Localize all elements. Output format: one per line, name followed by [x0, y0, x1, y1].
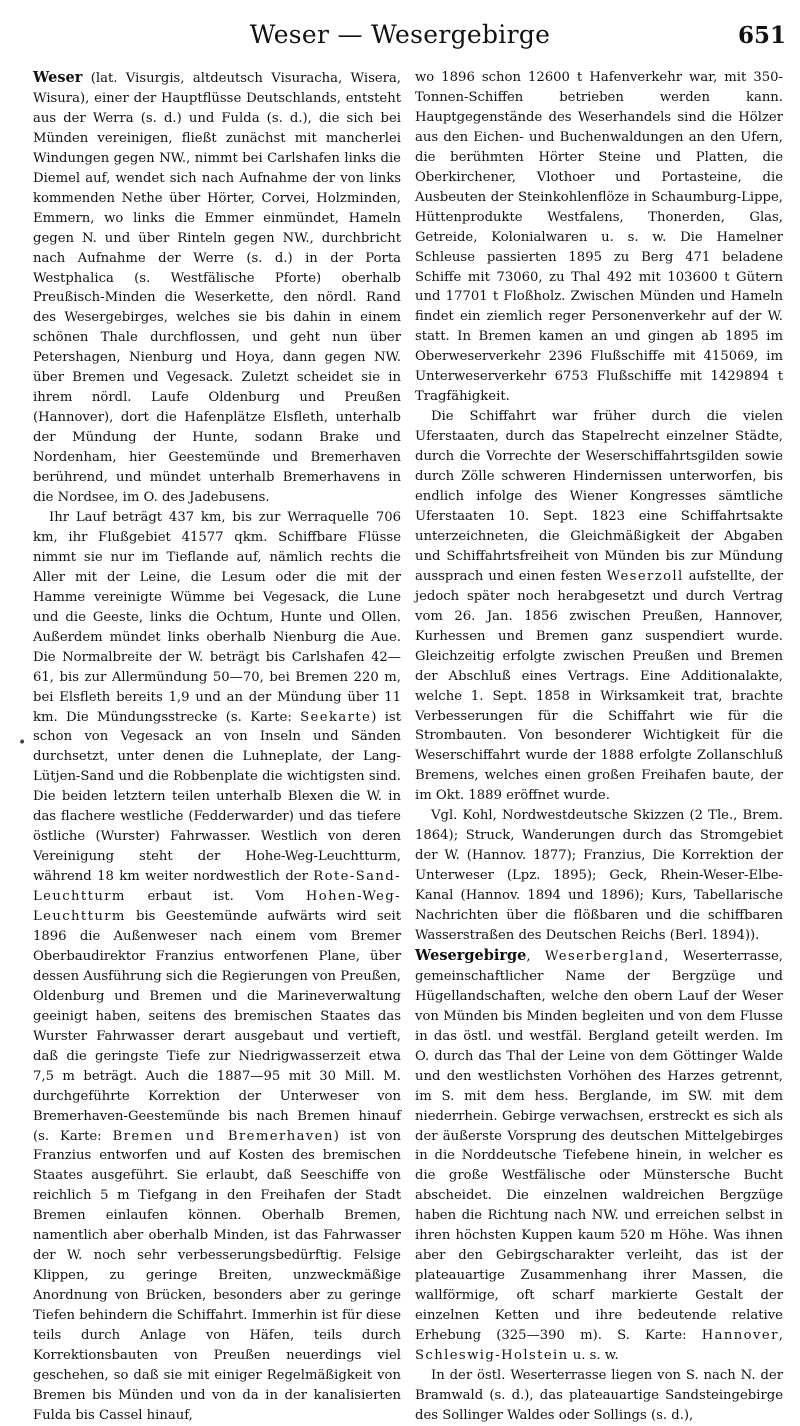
paragraph-continuation: wo 1896 schon 12600 t Hafenverkehr war, mit 350-Tonnen-Schiffen betrieben werden kann. Hauptgegenstände des Weserhandels sind die Hölzer aus den Eichen- und Buchenwaldungen an den Ufern, die berühmten Hörter Steine und Platten, die Oberkirchener, Vlothoer und Portasteine, die Ausbeuten der Steinkohlenflöze in Schaumburg-Lippe, Hüttenprodukte Westfalens, Thonerden, Glas, Getreide, Kolonialwaren u. s. w. Die Hamelner Schleuse passierten 1895 zu Berg 471 beladene Schiffe mit 73060, zu Thal 492 mit 103600 t Gütern und 17701 t Floßholz. Zwischen Münden und Hameln findet ein ziemlich reger Personenverkehr auf der W. statt. In Bremen kamen an und gingen ab 1895 im Oberweserverkehr 2396 Flußschiffe mit 415069, im Unterweserverkehr 6753 Flußschiffe mit 1429894 t Tragfähigkeit.: [415, 70, 783, 405]
paragraph-shipping: [415, 407, 783, 806]
page-number: 651: [737, 22, 786, 49]
headword-weser: Weser: [33, 69, 83, 86]
entry-weser-text: (lat. Visurgis, altdeutsch Visuracha, Wisera, Wisura), einer der Hauptflüsse Deutschlands, entsteht aus der Werra (s. d.) und Fulda (s. d.), die sich bei Münden vereinigen, fließt zunächst mit mancherlei Windungen gegen NW., nimmt bei Carlshafen links die Diemel auf, wendet sich nach Aufnahme der von links kommenden Nethe über Hörter, Corvei, Holzminden, Emmern, wo links die Emmer einmündet, Hameln gegen N. und über Rinteln gegen NW., durchbricht nach Aufnahme der Werre (s. d.) in der Porta Westphalica (s. Westfälische Pforte) oberhalb Preußisch-Minden die Weserkette, den nördl. Rand des Wesergebirges, welches sie bis dahin in einem schönen Thale durchflossen, und geht nun über Petershagen, Nienburg und Hoya, dann gegen NW. über Bremen und Vegesack. Zuletzt scheidet sie in ihrem nördl. Laufe Oldenburg und Preußen (Hannover), dort die Hafenplätze Elsfleth, unterhalb der Mündung der Hunte, sodann Brake und Nordenham, hier Geestemünde und Bremerhaven berührend, und mündet unterhalb Bremerhavens in die Nordsee, im O. des Jadebusens.: [33, 71, 401, 506]
running-title: Weser — Wesergebirge: [249, 20, 551, 49]
map-reference: Hannover: [701, 1328, 779, 1344]
entry-wesergebirge: [415, 946, 783, 1366]
paragraph-text: Ihr Lauf beträgt 437 km, bis zur Werraquelle 706 km, ihr Flußgebiet 41577 qkm. Schiffbare Flüsse nimmt sie nur im Tieflande auf, nämlich rechts die Aller mit der Leine, die Lesum oder die mit der Hamme vereinigte Wümme bei Vegesack, die Lune und die Geeste, links die Ochtum, Hunte und Ollen. Außerdem mündet links oberhalb Nienburg die Aue. Die Normalbreite der W. beträgt bis Carlshafen 42—61, bis zur Allermündung 50—70, bei Bremen 220 m, bei Elsfleth bereits 1,9 und an der Mündung über 11 km. Die Mündungsstrecke (s. Karte:: [33, 509, 401, 725]
paragraph-text: aufstellte, der jedoch später noch herabgesetzt und durch Vertrag vom 26. Jan. 1856 zwischen Preußen, Hannover, Kurhessen und Bremen ganz suspendiert wurde. Gleichzeitig erfolgte zwischen Preußen und Bremen der Abschluß eines Vertrags. Eine Additionalakte, welche 1. Sept. 1858 in Wirksamkeit trat, brachte Verbesserungen für die Schiffahrt wie für die Strombauten. Von besonderer Wichtigkeit für die Weserschiffahrt wurde der 1888 erfolgte Zollanschluß Bremens, welches einen großen Freihafen baute, der im Okt. 1889 eröffnet wurde.: [415, 568, 783, 804]
paragraph-text: ) ist von Franzius entworfen und auf Kosten des bremischen Staates ausgeführt. Sie erlaubt, daß Seeschiffe von reichlich 5 m Tiefgang in den Freihafen der Stadt Bremen einlaufen können. Oberhalb Bremen, namentlich aber oberhalb Minden, ist das Fahrwasser der W. noch sehr verbesserungsbedürftig. Felsige Klippen, zu geringe Breiten, unzweckmäßige Anordnung von Brücken, besonders aber zu geringe Tiefen behindern die Schiffahrt. Immerhin ist für diese teils durch Anlage von Häfen, teils durch Korrektionsbauten von Preußen neuerdings viel geschehen, so daß sie mit einiger Regelmäßigkeit von Bremen bis Münden und von da in der kanalisierten Fulda bis Cassel hinauf,: [33, 1128, 401, 1423]
text-columns: [33, 68, 783, 1423]
paragraph-text: erbaut ist. Vom: [125, 889, 306, 905]
spaced-term: Weserzoll: [606, 568, 684, 584]
paragraph-course: [33, 508, 401, 1426]
spaced-term: Weserbergland: [544, 948, 665, 964]
paragraph-east-terrace: In der östl. Weserterrasse liegen von S. nach N. der Bramwald (s. d.), das plateauartige Sandsteingebirge des Sollinger Waldes oder Sollings (s. d.),: [415, 1367, 783, 1423]
paragraph-text: ,: [778, 1328, 783, 1344]
margin-mark: •: [18, 735, 27, 751]
entry-weser: [33, 68, 401, 508]
paragraph-text: ) ist schon von Vegesack an von Inseln und Sänden durchsetzt, unter denen die Luhneplate, der Lang-Lütjen-Sand und die Robbenplate die wichtigsten sind. Die beiden letztern teilen unterhalb Blexen die W. in das flachere westliche (Fedderwarder) und das tiefere östliche (Wurster) Fahrwasser. Westlich von deren Vereinigung steht der Hohe-Weg-Leuchtturm, während 18 km weiter nordwestlich der: [33, 709, 401, 885]
page-header: [0, 18, 800, 58]
left-column: [33, 68, 401, 1423]
map-reference: Schleswig-Holstein: [415, 1348, 569, 1363]
map-reference: Bremen und Bremerhaven: [112, 1128, 334, 1144]
paragraph-text: Die Schiffahrt war früher durch die vielen Uferstaaten, durch das Stapelrecht einzelner Städte, durch die Vorrechte der Weserschiffahrtsgilden sowie durch Zölle schweren Hindernissen unterworfen, bis endlich infolge des Wiener Kongresses sämtliche Uferstaaten 10. Sept. 1823 eine Schiffahrtsakte unterzeichneten, die Gleichmäßigkeit der Abgaben und Schiffahrtsfreiheit von Münden bis zur Mündung aussprach und einen festen: [415, 409, 783, 584]
map-reference: Seekarte: [300, 709, 372, 725]
paragraph-text: bis Geestemünde aufwärts wird seit 1896 die Außenweser nach einem vom Bremer Oberbaudirektor Franzius entworfenen Plane, über dessen Ausführung sich die Regierungen von Preußen, Oldenburg und Bremen und die Marineverwaltung geeinigt haben, seitens des bremischen Staates das Wurster Fahrwasser derart ausgebaut und vertieft, daß die geringste Tiefe zur Niedrigwasserzeit etwa 7,5 m beträgt. Auch die 1887—95 mit 30 Mill. M. durchgeführte Korrektion der Unterweser von Bremerhaven-Geestemünde bis nach Bremen hinauf (s. Karte:: [33, 909, 401, 1144]
paragraph-text: , Weserterrasse, gemeinschaftlicher Name der Bergzüge und Hügellandschaften, welche den obern Lauf der Weser von Münden bis Minden begleiten und von dem Flusse in das östl. und westfäl. Bergland geteilt werden. Im O. durch das Thal der Leine von dem Göttinger Walde und den westlichsten Vorhöhen des Harzes getrennt, im S. mit dem hess. Berglande, im SW. mit dem niederrhein. Gebirge verwachsen, erstreckt es sich als der äußerste Vorsprung des deutschen Mittelgebirges in die Norddeutsche Tiefebene hinein, in welcher es die große Westfälische oder Münstersche Bucht abscheidet. Die einzelnen waldreichen Bergzüge haben die Richtung nach NW. und erreichen selbst in ihren höchsten Kuppen kaum 520 m Höhe. Was ihnen aber den Gebirgscharakter verleiht, das ist der plateauartige Zusammenhang ihrer Massen, die wallförmige, oft scharf markierte Gestalt der einzelnen Ketten und ihre bedeutende relative Erhebung (325—390 m). S. Karte:: [415, 948, 783, 1344]
spaced-term: Rote-Sand-Leuchtturm: [33, 869, 401, 905]
paragraph-text: u. s. w.: [568, 1348, 619, 1363]
paragraph-text: ,: [526, 948, 545, 964]
right-column: [415, 68, 783, 1423]
headword-wesergebirge: Wesergebirge: [415, 946, 527, 964]
paragraph-literature: Vgl. Kohl, Nordwestdeutsche Skizzen (2 Tle., Brem. 1864); Struck, Wanderungen durch das Stromgebiet der W. (Hannov. 1877); Franzius, Die Korrektion der Unterweser (Lpz. 1895); Geck, Rhein-Weser-Elbe-Kanal (Hannov. 1894 und 1896); Kurs, Tabellarische Nachrichten über die flößbaren und die schiffbaren Wasserstraßen des Deutschen Reichs (Berl. 1894)).: [415, 808, 783, 943]
spaced-term: Hohen-Weg-Leuchtturm: [33, 889, 401, 925]
